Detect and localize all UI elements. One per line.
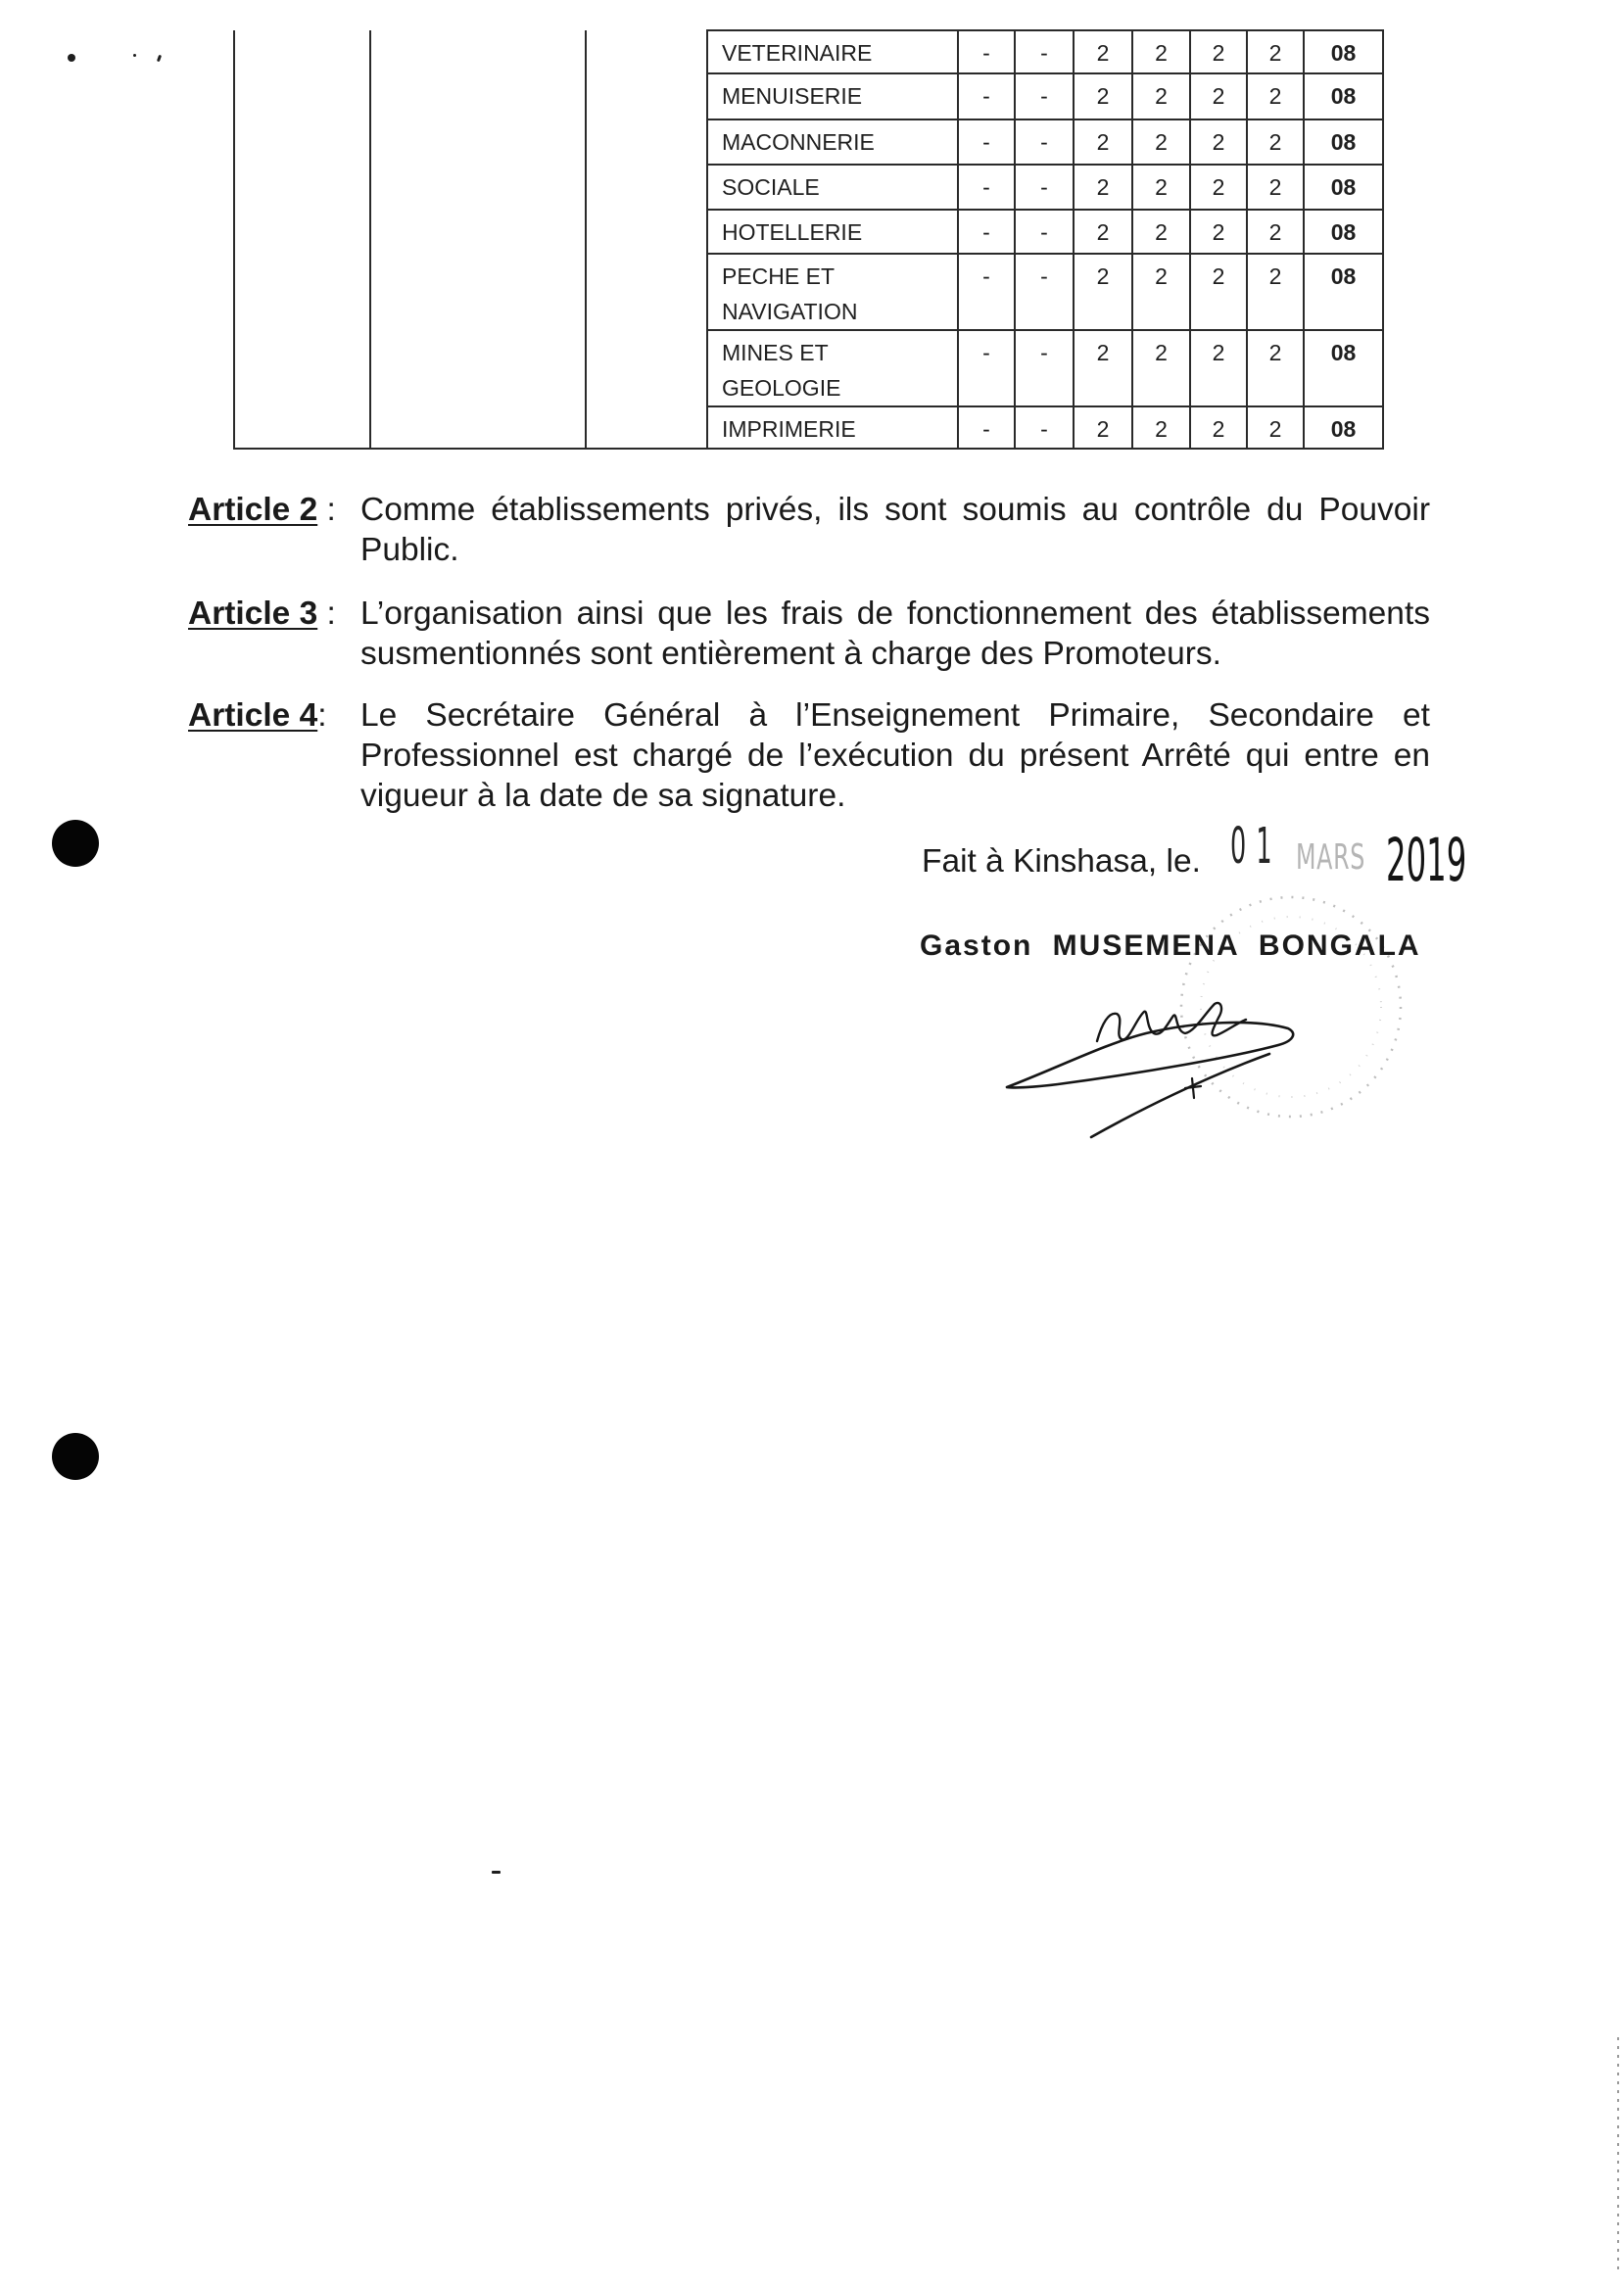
value-cell: 2 [1190,330,1247,406]
article-text [360,490,1430,570]
value-cell: 2 [1247,73,1304,119]
article-separator: : [317,596,336,632]
value-cell: - [1015,406,1074,449]
value-cell: - [1015,254,1074,330]
row-label-text: VETERINAIRE [722,40,873,66]
value-cell: - [958,30,1015,73]
row-label-cell [707,254,958,330]
row-label-cell [707,406,958,449]
sections-table [233,29,1384,450]
date-stamp-month: MARS [1296,837,1365,878]
table-row-veterinaire [234,30,1383,73]
scan-speck [492,1871,501,1874]
value-cell: - [958,73,1015,119]
article-number: Article 4 [188,697,318,734]
value-cell: 2 [1132,210,1190,254]
article-label [188,695,327,736]
row-label-text: MACONNERIE [722,129,875,155]
value-cell: - [958,165,1015,210]
total-cell: 08 [1304,210,1383,254]
value-cell: 2 [1074,119,1132,165]
place-and-date-prefix: Fait à Kinshasa, le. [922,843,1201,880]
article-text-line: Le Secrétaire Général à l’Enseignement Primaire, Secondaire et [360,697,1430,734]
value-cell: - [958,210,1015,254]
row-label-cell [707,165,958,210]
row-label-text: MENUISERIE [722,83,863,109]
value-cell: 2 [1074,254,1132,330]
value-cell: - [958,254,1015,330]
value-cell: 2 [1190,119,1247,165]
value-cell: 2 [1247,406,1304,449]
value-cell: 2 [1132,119,1190,165]
value-cell: 2 [1074,30,1132,73]
value-cell: 2 [1074,406,1132,449]
row-label-text: GEOLOGIE [722,375,841,401]
signature-loop-stroke [1007,1023,1293,1087]
row-label-text: SOCIALE [722,174,820,200]
row-label-text: HOTELLERIE [722,219,863,245]
article-text [360,695,1430,816]
value-cell: - [1015,165,1074,210]
scan-speck [157,55,162,63]
total-cell: 08 [1304,406,1383,449]
article-separator: : [317,492,336,528]
table-blank-cell [370,30,586,449]
value-cell: 2 [1190,254,1247,330]
date-stamp-year: 2019 [1386,826,1467,895]
value-cell: - [1015,73,1074,119]
value-cell: 2 [1132,73,1190,119]
row-label-text: IMPRIMERIE [722,416,856,442]
value-cell: 2 [1247,165,1304,210]
value-cell: 2 [1190,165,1247,210]
punch-hole [52,1433,99,1480]
value-cell: 2 [1247,330,1304,406]
value-cell: 2 [1132,30,1190,73]
signature-tick-stroke [1185,1078,1201,1098]
article-separator: : [317,697,327,734]
article-label [188,594,336,634]
value-cell: - [1015,210,1074,254]
value-cell: 2 [1190,30,1247,73]
value-cell: 2 [1190,73,1247,119]
article-text-line: Professionnel est chargé de l’exécution du présent Arrêté qui entre en [360,738,1430,774]
article-label [188,490,336,530]
punch-hole [52,820,99,867]
value-cell: 2 [1132,406,1190,449]
date-stamp-day: 0 1 [1230,818,1273,876]
signatory-name: Gaston MUSEMENA BONGALA [920,930,1421,962]
value-cell: 2 [1074,210,1132,254]
value-cell: 2 [1074,165,1132,210]
article-number: Article 2 [188,492,318,528]
value-cell: 2 [1247,210,1304,254]
scan-edge-artifact [1617,2037,1619,2272]
value-cell: - [958,330,1015,406]
total-cell: 08 [1304,254,1383,330]
signature-drawing [999,975,1313,1156]
row-label-cell [707,119,958,165]
row-label-text: NAVIGATION [722,299,858,324]
total-cell: 08 [1304,30,1383,73]
value-cell: 2 [1074,330,1132,406]
total-cell: 08 [1304,119,1383,165]
article-text-line: Public. [360,532,459,568]
value-cell: 2 [1132,165,1190,210]
total-cell: 08 [1304,165,1383,210]
article-text-line: vigueur à la date de sa signature. [360,778,846,814]
value-cell: - [958,119,1015,165]
table-blank-cell [586,30,707,449]
row-label-text: PECHE ET [722,263,836,289]
value-cell: 2 [1190,406,1247,449]
scan-speck [68,54,75,62]
value-cell: 2 [1074,73,1132,119]
table-blank-cell [234,30,370,449]
value-cell: - [958,406,1015,449]
value-cell: 2 [1247,30,1304,73]
value-cell: - [1015,330,1074,406]
article-number: Article 3 [188,596,318,632]
row-label-cell [707,330,958,406]
value-cell: 2 [1132,254,1190,330]
total-cell: 08 [1304,330,1383,406]
row-label-cell [707,73,958,119]
article-text-line: L’organisation ainsi que les frais de fonctionnement des établissements [360,596,1430,632]
value-cell: 2 [1132,330,1190,406]
article-text-line: Comme établissements privés, ils sont soumis au contrôle du Pouvoir [360,492,1430,528]
row-label-cell [707,30,958,73]
value-cell: - [1015,119,1074,165]
row-label-cell [707,210,958,254]
value-cell: - [1015,30,1074,73]
scan-speck [133,54,136,57]
article-text-line: susmentionnés sont entièrement à charge des Promoteurs. [360,636,1221,672]
row-label-text: MINES ET [722,340,829,365]
value-cell: 2 [1247,254,1304,330]
total-cell: 08 [1304,73,1383,119]
article-text [360,594,1430,674]
value-cell: 2 [1247,119,1304,165]
value-cell: 2 [1190,210,1247,254]
